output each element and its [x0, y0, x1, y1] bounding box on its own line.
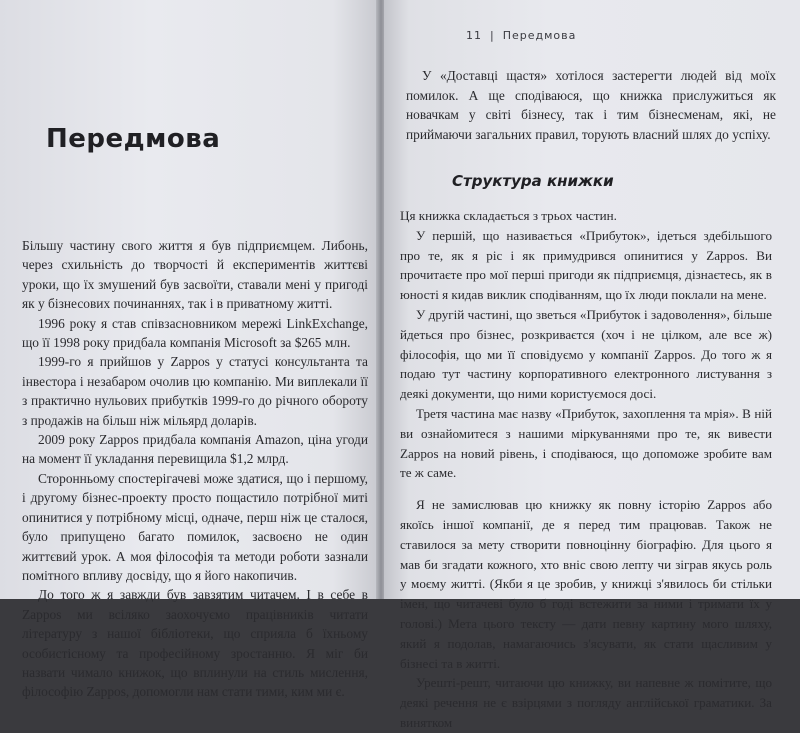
header-separator: | — [490, 29, 495, 42]
body-paragraph: Я не замислював цю книжку як повну історію Zappos або якоїсь іншої компанії, де я перед тим працював. Також не ставилося за мету створити повноцінну біографію. Для цього я мав би згадати кожного, хто вніс свою лепту чи зіграв якусь роль у моєму житті. (Якби я це зробив, у книжці з'явилось би стільки імен, що читачеві було б годі встежити за ними і тримати їх у голові.) Мета цього тексту — дати певну картину мого шляху, який я подолав, намагаючись з'ясувати, як стати щасливим у бізнесі та в житті. — [400, 497, 772, 671]
body-paragraph: У другій частині, що зветься «Прибуток і задоволення», більше йдеться про бізнес, розкриваєтся (хоч і не цілком, але все ж) філософія, що ми її сповідуємо у компанії Zappos. До того ж я подаю тут частину корпоративного електронного листування з деякі документи, що ними користуємося досі. — [400, 306, 772, 402]
chapter-title: Передмова — [46, 124, 221, 154]
intro-block — [406, 66, 776, 144]
left-page-body — [22, 236, 368, 702]
body-paragraph: Ця книжка складається з трьох частин. — [400, 208, 617, 223]
section-title: Структура книжки — [452, 172, 614, 190]
body-paragraph: 1999-го я прийшов у Zappos у статусі консультанта та інвестора і незабаром очолив цю компанію. Ми виплекали її з практично нульових прибутків 1999-го до річного обороту з продажів на більш ніж мільярд доларів. — [22, 354, 368, 428]
page-number: 11 — [466, 29, 482, 42]
body-paragraph: Сторонньому спостерігачеві може здатися, що і першому, і другому бізнес-проекту просто пощастило потрібної миті опинитися у потрібному місці, одначе, перш ніж це сталося, було припущено багато помилок, засвоєно не один життєвий урок. А моя філософія та методи роботи зазнали помітного впливу досвіду, що я його накопичив. — [22, 470, 368, 583]
right-page-body — [400, 206, 772, 733]
running-header — [466, 29, 576, 42]
body-paragraph: 1996 року я став співзасновником мережі LinkExchange, що її 1998 року придбала компанія Microsoft за $265 млн. — [22, 315, 368, 351]
body-paragraph: Урешті-решт, читаючи цю книжку, ви напевне ж помітите, що деякі речення не є взірцями з погляду англійської граматики. За винятком — [400, 675, 772, 730]
paragraph-gap — [400, 483, 772, 495]
left-page — [0, 0, 378, 700]
body-paragraph: 2009 року Zappos придбала компанія Amazon, ціна угоди на момент її укладання перевищила $1,2 млрд. — [22, 432, 368, 467]
running-header-title: Передмова — [502, 29, 577, 42]
body-paragraph: Більшу частину свого життя я був підприємцем. Либонь, через схильність до творчості й експериментів життєві уроки, що їх змушений був засвоїти, ставали мені у пригоді як у бізнесових починаннях, так і в приватному житті. — [22, 238, 368, 312]
body-paragraph: До того ж я завжди був завзятим читачем. І в себе в Zappos ми всіляко заохочуємо працівників читати літературу з нашої бібліотеки, що сприяла б їхньому особистісному та професійному зростанню. Я міг би назвати чимало книжок, що вплинули на стиль мислення, філософію Zappos, допомогли нам стати тими, ким ми є. — [22, 587, 368, 700]
body-paragraph: У першій, що називається «Прибуток», ідеться здебільшого про те, як я ріс і як примудрився опинитися у Zappos. Ви прочитаєте про мої перші пригоди як підприємця, дізнаєтесь, як в юності я кидав виклик сподіванням, що їх люди поклали на мене. — [400, 227, 772, 303]
intro-paragraph: У «Доставці щастя» хотілося застерегти людей від моїх помилок. А ще сподіваюся, що книжка прислужиться як новачкам у світі бізнесу, так і тим бізнесменам, які, не приймаючи загальних правил, торують власний шлях до успіху. — [406, 68, 776, 142]
right-page — [384, 0, 800, 730]
body-paragraph: Третя частина має назву «Прибуток, захоплення та мрія». В ній ви ознайомитеся з нашими міркуваннями про те, як вивести Zappos на новий рівень, і сподіваюся, що допоможе зробите вам те ж саме. — [400, 405, 772, 481]
